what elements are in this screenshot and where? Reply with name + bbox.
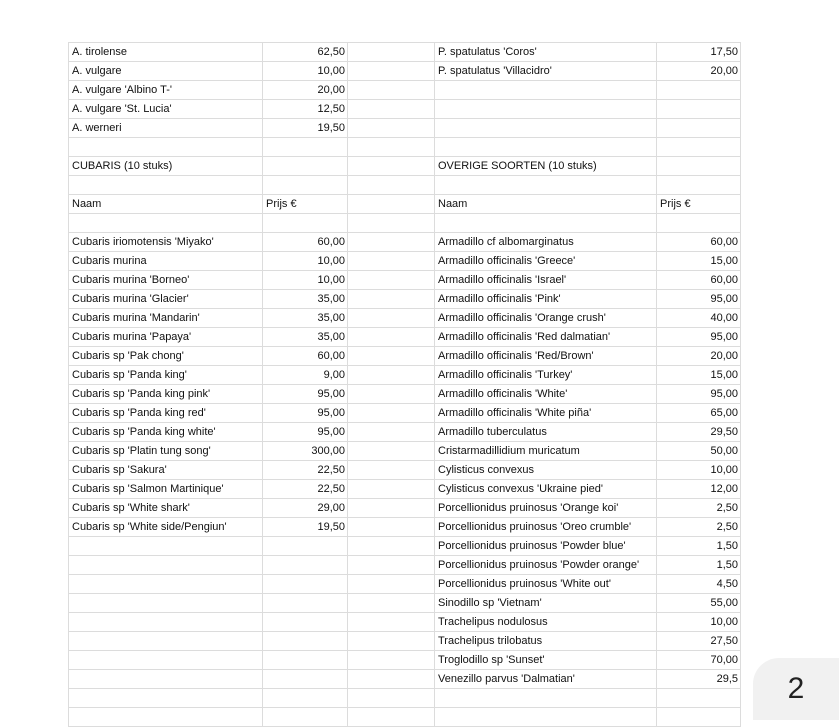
left-name-cell: Cubaris sp 'White side/Pengiun' [69, 518, 263, 537]
column-header-row [69, 195, 741, 214]
right-price-cell: Prijs € [657, 195, 741, 214]
right-name-cell: Trachelipus nodulosus [435, 613, 657, 632]
right-name-cell: Porcellionidus pruinosus 'Powder blue' [435, 537, 657, 556]
right-name-cell: Porcellionidus pruinosus 'Oreo crumble' [435, 518, 657, 537]
spacer-cell [348, 632, 435, 651]
left-price-cell [263, 537, 348, 556]
left-price-cell: 22,50 [263, 480, 348, 499]
right-name-cell [435, 81, 657, 100]
spacer-cell [348, 328, 435, 347]
left-price-cell [263, 556, 348, 575]
right-name-cell: Trachelipus trilobatus [435, 632, 657, 651]
left-price-cell [263, 214, 348, 233]
left-name-cell: A. tirolense [69, 43, 263, 62]
table-row [69, 423, 741, 442]
right-name-cell: Armadillo officinalis 'Red/Brown' [435, 347, 657, 366]
spacer-cell [348, 404, 435, 423]
right-name-cell: Sinodillo sp 'Vietnam' [435, 594, 657, 613]
left-price-cell: 95,00 [263, 385, 348, 404]
left-name-cell: A. vulgare 'Albino T-' [69, 81, 263, 100]
left-price-cell: 35,00 [263, 309, 348, 328]
right-price-cell: 60,00 [657, 233, 741, 252]
right-price-cell: 2,50 [657, 499, 741, 518]
right-price-cell: 29,50 [657, 423, 741, 442]
left-price-cell: 19,50 [263, 518, 348, 537]
table-row [69, 442, 741, 461]
right-price-cell: 1,50 [657, 556, 741, 575]
right-name-cell: Naam [435, 195, 657, 214]
right-price-cell: 2,50 [657, 518, 741, 537]
left-price-cell [263, 138, 348, 157]
spacer-cell [348, 423, 435, 442]
left-name-cell: Cubaris iriomotensis 'Miyako' [69, 233, 263, 252]
left-name-cell: Cubaris murina 'Borneo' [69, 271, 263, 290]
right-name-cell: Armadillo officinalis 'Israel' [435, 271, 657, 290]
right-name-cell [435, 138, 657, 157]
spacer-cell [348, 138, 435, 157]
right-name-cell: Porcellionidus pruinosus 'White out' [435, 575, 657, 594]
blank-row [69, 138, 741, 157]
right-price-cell: 17,50 [657, 43, 741, 62]
table-row [69, 347, 741, 366]
right-name-cell [435, 689, 657, 708]
right-name-cell: Cylisticus convexus 'Ukraine pied' [435, 480, 657, 499]
right-price-cell [657, 138, 741, 157]
spacer-cell [348, 556, 435, 575]
right-price-cell: 20,00 [657, 347, 741, 366]
spacer-cell [348, 62, 435, 81]
right-name-cell [435, 214, 657, 233]
table-row [69, 233, 741, 252]
left-name-cell [69, 575, 263, 594]
spacer-cell [348, 537, 435, 556]
left-price-cell: 10,00 [263, 252, 348, 271]
left-name-cell: Cubaris sp 'Panda king' [69, 366, 263, 385]
left-price-cell [263, 632, 348, 651]
spacer-cell [348, 518, 435, 537]
left-name-cell: Cubaris murina [69, 252, 263, 271]
spacer-cell [348, 366, 435, 385]
spacer-cell [348, 309, 435, 328]
right-name-cell: Armadillo officinalis 'White' [435, 385, 657, 404]
left-price-cell: 10,00 [263, 271, 348, 290]
left-price-cell [263, 575, 348, 594]
blank-row [69, 689, 741, 708]
right-price-cell: 12,00 [657, 480, 741, 499]
right-price-cell: 15,00 [657, 366, 741, 385]
left-name-cell: Cubaris sp 'White shark' [69, 499, 263, 518]
table-row [69, 651, 741, 670]
left-name-cell: Cubaris sp 'Sakura' [69, 461, 263, 480]
left-price-cell: 35,00 [263, 290, 348, 309]
left-price-cell: 29,00 [263, 499, 348, 518]
table-row [69, 100, 741, 119]
table-row [69, 385, 741, 404]
price-list-body [69, 43, 741, 727]
spacer-cell [348, 480, 435, 499]
table-row [69, 252, 741, 271]
spacer-cell [348, 708, 435, 727]
right-price-cell: 95,00 [657, 328, 741, 347]
right-price-cell [657, 708, 741, 727]
right-name-cell: Armadillo officinalis 'Turkey' [435, 366, 657, 385]
left-price-cell: 10,00 [263, 62, 348, 81]
left-price-cell: 300,00 [263, 442, 348, 461]
left-name-cell: Naam [69, 195, 263, 214]
left-name-cell: Cubaris sp 'Salmon Martinique' [69, 480, 263, 499]
blank-row [69, 214, 741, 233]
spacer-cell [348, 176, 435, 195]
left-name-cell [69, 651, 263, 670]
right-price-cell: 55,00 [657, 594, 741, 613]
table-row [69, 575, 741, 594]
table-row [69, 62, 741, 81]
spacer-cell [348, 613, 435, 632]
right-price-cell [657, 157, 741, 176]
left-price-cell: Prijs € [263, 195, 348, 214]
table-row [69, 594, 741, 613]
left-name-cell [69, 708, 263, 727]
spacer-cell [348, 290, 435, 309]
left-price-cell: 9,00 [263, 366, 348, 385]
left-name-cell: Cubaris sp 'Panda king white' [69, 423, 263, 442]
left-name-cell [69, 138, 263, 157]
left-name-cell: Cubaris sp 'Panda king red' [69, 404, 263, 423]
right-price-cell: 15,00 [657, 252, 741, 271]
right-name-cell: Troglodillo sp 'Sunset' [435, 651, 657, 670]
left-name-cell [69, 176, 263, 195]
right-name-cell: P. spatulatus 'Villacidro' [435, 62, 657, 81]
right-name-cell: Venezillo parvus 'Dalmatian' [435, 670, 657, 689]
spacer-cell [348, 233, 435, 252]
left-name-cell: A. werneri [69, 119, 263, 138]
right-name-cell: Porcellionidus pruinosus 'Orange koi' [435, 499, 657, 518]
right-price-cell: 95,00 [657, 385, 741, 404]
left-price-cell: 19,50 [263, 119, 348, 138]
left-price-cell [263, 651, 348, 670]
left-name-cell [69, 214, 263, 233]
right-price-cell [657, 100, 741, 119]
right-price-cell: 10,00 [657, 613, 741, 632]
left-price-cell [263, 670, 348, 689]
left-price-cell: 62,50 [263, 43, 348, 62]
table-row [69, 404, 741, 423]
right-name-cell: OVERIGE SOORTEN (10 stuks) [435, 157, 657, 176]
spacer-cell [348, 43, 435, 62]
table-row [69, 271, 741, 290]
table-row [69, 290, 741, 309]
right-name-cell [435, 176, 657, 195]
left-price-cell [263, 613, 348, 632]
spacer-cell [348, 461, 435, 480]
left-name-cell: A. vulgare [69, 62, 263, 81]
right-name-cell: Armadillo officinalis 'Pink' [435, 290, 657, 309]
left-name-cell [69, 594, 263, 613]
left-price-cell: 35,00 [263, 328, 348, 347]
right-name-cell: Armadillo cf albomarginatus [435, 233, 657, 252]
left-name-cell [69, 632, 263, 651]
left-price-cell [263, 689, 348, 708]
page-number: 2 [787, 672, 805, 705]
spacer-cell [348, 81, 435, 100]
right-name-cell [435, 708, 657, 727]
left-price-cell [263, 176, 348, 195]
right-price-cell: 10,00 [657, 461, 741, 480]
spacer-cell [348, 594, 435, 613]
spacer-cell [348, 442, 435, 461]
right-name-cell: P. spatulatus 'Coros' [435, 43, 657, 62]
section-title-row [69, 157, 741, 176]
table-row [69, 119, 741, 138]
spacer-cell [348, 575, 435, 594]
left-name-cell [69, 613, 263, 632]
left-name-cell: Cubaris sp 'Panda king pink' [69, 385, 263, 404]
table-row [69, 461, 741, 480]
spacer-cell [348, 119, 435, 138]
left-name-cell: A. vulgare 'St. Lucia' [69, 100, 263, 119]
left-price-cell: 60,00 [263, 233, 348, 252]
table-row [69, 309, 741, 328]
right-price-cell: 29,5 [657, 670, 741, 689]
right-price-cell: 65,00 [657, 404, 741, 423]
left-name-cell [69, 556, 263, 575]
price-list-table [68, 42, 741, 727]
right-price-cell: 1,50 [657, 537, 741, 556]
table-row [69, 499, 741, 518]
spacer-cell [348, 157, 435, 176]
table-row [69, 480, 741, 499]
spacer-cell [348, 100, 435, 119]
spacer-cell [348, 689, 435, 708]
right-name-cell: Armadillo officinalis 'White piña' [435, 404, 657, 423]
left-name-cell [69, 689, 263, 708]
left-name-cell: Cubaris murina 'Glacier' [69, 290, 263, 309]
table-row [69, 670, 741, 689]
right-name-cell: Porcellionidus pruinosus 'Powder orange' [435, 556, 657, 575]
spacer-cell [348, 670, 435, 689]
right-price-cell [657, 119, 741, 138]
right-price-cell: 50,00 [657, 442, 741, 461]
table-row [69, 632, 741, 651]
right-name-cell: Armadillo officinalis 'Red dalmatian' [435, 328, 657, 347]
spacer-cell [348, 195, 435, 214]
spacer-cell [348, 252, 435, 271]
table-row [69, 518, 741, 537]
right-price-cell: 60,00 [657, 271, 741, 290]
left-price-cell: 22,50 [263, 461, 348, 480]
right-price-cell: 95,00 [657, 290, 741, 309]
left-price-cell: 95,00 [263, 423, 348, 442]
left-price-cell: 12,50 [263, 100, 348, 119]
right-name-cell [435, 100, 657, 119]
spacer-cell [348, 385, 435, 404]
left-name-cell: Cubaris murina 'Papaya' [69, 328, 263, 347]
right-name-cell [435, 119, 657, 138]
right-price-cell: 70,00 [657, 651, 741, 670]
left-price-cell [263, 157, 348, 176]
left-price-cell: 20,00 [263, 81, 348, 100]
left-name-cell [69, 670, 263, 689]
blank-row [69, 176, 741, 195]
left-name-cell: Cubaris murina 'Mandarin' [69, 309, 263, 328]
right-price-cell [657, 176, 741, 195]
left-name-cell: Cubaris sp 'Pak chong' [69, 347, 263, 366]
table-row [69, 328, 741, 347]
table-row [69, 43, 741, 62]
page-number-badge [753, 658, 839, 720]
right-name-cell: Armadillo officinalis 'Greece' [435, 252, 657, 271]
spacer-cell [348, 214, 435, 233]
spacer-cell [348, 271, 435, 290]
right-name-cell: Cylisticus convexus [435, 461, 657, 480]
table-row [69, 556, 741, 575]
right-name-cell: Cristarmadillidium muricatum [435, 442, 657, 461]
table-row [69, 81, 741, 100]
right-name-cell: Armadillo officinalis 'Orange crush' [435, 309, 657, 328]
right-price-cell: 20,00 [657, 62, 741, 81]
table-row [69, 366, 741, 385]
right-price-cell: 4,50 [657, 575, 741, 594]
left-price-cell [263, 708, 348, 727]
left-name-cell: Cubaris sp 'Platin tung song' [69, 442, 263, 461]
right-price-cell [657, 214, 741, 233]
table-row [69, 613, 741, 632]
left-price-cell [263, 594, 348, 613]
table-row [69, 537, 741, 556]
spacer-cell [348, 347, 435, 366]
blank-row [69, 708, 741, 727]
left-name-cell: CUBARIS (10 stuks) [69, 157, 263, 176]
left-price-cell: 60,00 [263, 347, 348, 366]
spacer-cell [348, 651, 435, 670]
spacer-cell [348, 499, 435, 518]
right-price-cell: 40,00 [657, 309, 741, 328]
right-name-cell: Armadillo tuberculatus [435, 423, 657, 442]
right-price-cell [657, 689, 741, 708]
right-price-cell [657, 81, 741, 100]
right-price-cell: 27,50 [657, 632, 741, 651]
left-price-cell: 95,00 [263, 404, 348, 423]
left-name-cell [69, 537, 263, 556]
